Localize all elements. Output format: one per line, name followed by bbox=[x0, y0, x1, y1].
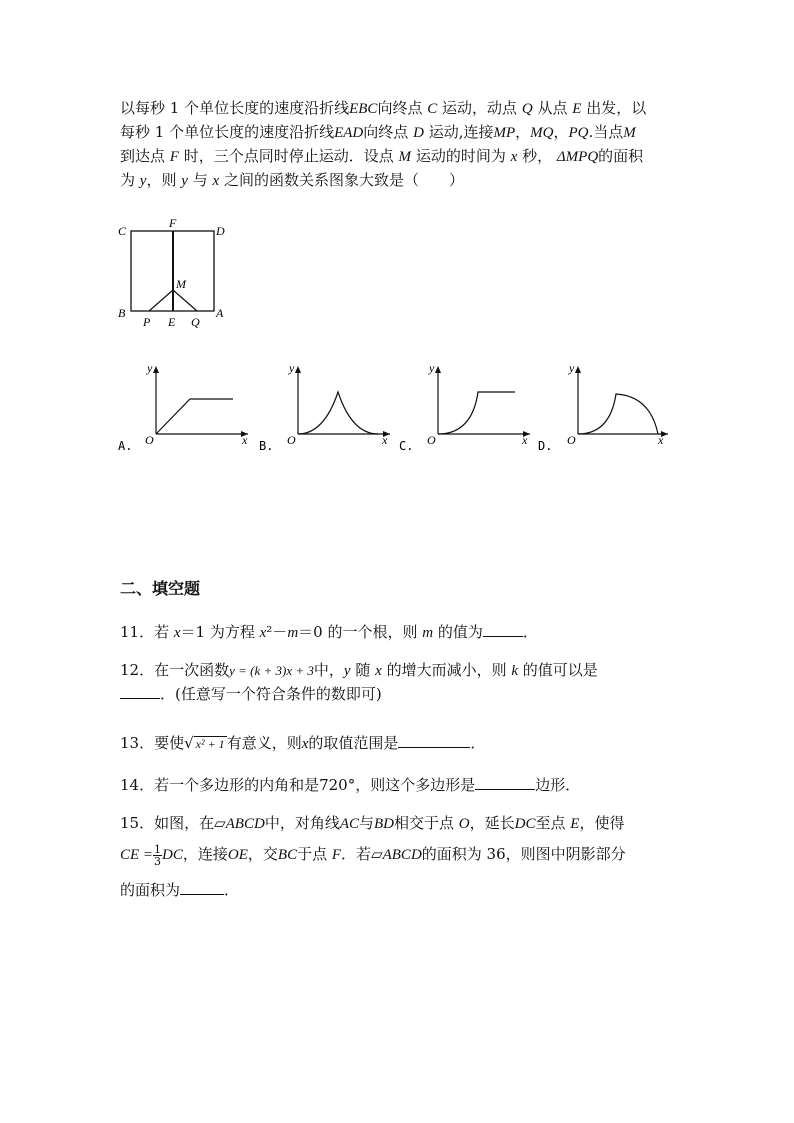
math-var: BD bbox=[374, 816, 395, 832]
text: 向终点 bbox=[363, 123, 409, 141]
math-var: MP bbox=[493, 125, 516, 141]
text: 与 bbox=[359, 814, 375, 832]
math-var: DC bbox=[514, 816, 536, 832]
text: 至点 bbox=[535, 814, 571, 832]
math-var: OE bbox=[227, 847, 248, 863]
angle-value: 720° bbox=[319, 776, 356, 794]
text: ， bbox=[553, 123, 569, 141]
arrow-icon bbox=[435, 366, 441, 373]
text: 的面积为 36，则图中阴影部分 bbox=[421, 845, 626, 863]
question-15-line-2 bbox=[120, 843, 680, 867]
option-b-graph bbox=[259, 361, 390, 453]
text: 中，对角线 bbox=[264, 814, 340, 832]
denominator: 3 bbox=[154, 854, 162, 868]
y-label: y bbox=[147, 361, 153, 375]
text: ，使得 bbox=[579, 814, 625, 832]
y-label: y bbox=[569, 361, 575, 375]
math-var: M bbox=[398, 149, 412, 165]
text: 每秒 1 个单位长度的速度沿折线 bbox=[120, 123, 335, 141]
question-12-line-2 bbox=[120, 683, 680, 706]
text: 时，三个点同时停止运动．设点 bbox=[183, 147, 394, 165]
text: 边形． bbox=[535, 776, 581, 794]
answer-blank[interactable] bbox=[398, 733, 470, 748]
segment-mp bbox=[149, 290, 173, 311]
math-var: y bbox=[343, 663, 351, 679]
text: ． bbox=[522, 623, 538, 641]
problem-10-line-2 bbox=[120, 121, 680, 145]
geometry-figure bbox=[112, 212, 232, 334]
text: ．(任意写一个符合条件的数即可) bbox=[160, 685, 382, 703]
label-c: C bbox=[118, 224, 127, 238]
x-label: x bbox=[242, 433, 248, 447]
question-14 bbox=[120, 774, 680, 797]
math-var: F bbox=[169, 149, 179, 165]
math-var: x bbox=[212, 173, 220, 189]
answer-blank[interactable] bbox=[475, 775, 535, 790]
option-letter: D. bbox=[538, 439, 553, 453]
text: ，则这个多边形是 bbox=[355, 776, 476, 794]
text: 与 bbox=[192, 171, 208, 189]
math-var: MQ bbox=[530, 125, 554, 141]
option-a-graph bbox=[118, 361, 248, 453]
text: ． bbox=[470, 734, 486, 752]
option-c-graph bbox=[399, 361, 530, 453]
math-var: CE = bbox=[120, 847, 154, 863]
math-var: ABCD bbox=[225, 816, 265, 832]
label-e: E bbox=[168, 315, 176, 329]
text: ，则 bbox=[146, 171, 177, 189]
text: 14．若一个多边形的内角和是 bbox=[120, 776, 320, 794]
math-var: x bbox=[259, 625, 267, 641]
text: 运动，动点 bbox=[442, 99, 518, 117]
answer-blank[interactable] bbox=[483, 622, 523, 637]
text: 到达点 bbox=[120, 147, 166, 165]
text: 从点 bbox=[537, 99, 568, 117]
text: 的值可以是 bbox=[518, 661, 598, 679]
text: 随 bbox=[350, 661, 376, 679]
x-label: x bbox=[522, 433, 528, 447]
text: ， bbox=[515, 123, 531, 141]
parallelogram-symbol: ▱ bbox=[371, 845, 383, 863]
text: 运动的时间为 bbox=[415, 147, 506, 165]
math-var: E bbox=[572, 101, 582, 117]
label-p: P bbox=[143, 315, 151, 329]
text: 12．在一次函数 bbox=[120, 661, 230, 679]
arrow-icon bbox=[153, 366, 159, 373]
text: 的增大而减小，则 bbox=[381, 661, 512, 679]
text: 于点 bbox=[297, 845, 332, 863]
option-d-graph bbox=[538, 361, 668, 453]
fraction bbox=[153, 844, 162, 867]
text: 13．要使 bbox=[120, 734, 185, 752]
option-letter: A. bbox=[118, 439, 133, 453]
function-curve bbox=[438, 392, 515, 434]
text: 的值为 bbox=[433, 623, 483, 641]
math-var: x bbox=[510, 149, 518, 165]
answer-blank[interactable] bbox=[120, 684, 160, 699]
math-var: AC bbox=[339, 816, 359, 832]
text: 为 bbox=[120, 171, 136, 189]
text: 相交于点 bbox=[394, 814, 459, 832]
text: 中， bbox=[313, 661, 344, 679]
math-var: x bbox=[173, 625, 181, 641]
text: ＝1 为方程 bbox=[180, 623, 260, 641]
math-var: y bbox=[181, 173, 188, 189]
origin-label: O bbox=[427, 433, 436, 447]
text: ，连接 bbox=[182, 845, 228, 863]
radical-sign: √ bbox=[184, 734, 194, 752]
answer-options bbox=[110, 358, 680, 458]
problem-10-line-1 bbox=[120, 97, 680, 121]
equation: y = (k + 3)x + 3 bbox=[229, 663, 314, 678]
math-var: PQ bbox=[568, 125, 589, 141]
math-var: EBC bbox=[349, 101, 378, 117]
math-var: D bbox=[413, 125, 424, 141]
math-var: k bbox=[511, 663, 519, 679]
problem-10-line-4 bbox=[120, 169, 680, 193]
origin-label: O bbox=[145, 433, 154, 447]
x-label: x bbox=[382, 433, 388, 447]
segment-mq bbox=[173, 290, 197, 311]
text: 秒， bbox=[522, 147, 553, 165]
text: ．若 bbox=[341, 845, 372, 863]
text: 运动,连接 bbox=[428, 123, 494, 141]
origin-label: O bbox=[567, 433, 576, 447]
math-var: Q bbox=[521, 101, 533, 117]
text: 以每秒 1 个单位长度的速度沿折线 bbox=[120, 99, 350, 117]
y-label: y bbox=[429, 361, 435, 375]
function-curve bbox=[156, 399, 233, 434]
math-var: E bbox=[570, 816, 580, 832]
text: ，交 bbox=[247, 845, 278, 863]
arrow-icon bbox=[575, 366, 581, 373]
math-var: M bbox=[623, 125, 636, 141]
y-label: y bbox=[289, 361, 295, 375]
text: ． bbox=[224, 881, 240, 899]
x-label: x bbox=[658, 433, 664, 447]
answer-blank[interactable] bbox=[180, 880, 224, 895]
text: 的面积为 bbox=[120, 881, 181, 899]
option-letter: C. bbox=[399, 439, 414, 453]
question-15-line-3 bbox=[120, 879, 680, 902]
problem-10-line-3 bbox=[120, 145, 680, 169]
numerator: 1 bbox=[154, 842, 162, 856]
text: 的面积 bbox=[598, 147, 644, 165]
text: 向终点 bbox=[377, 99, 423, 117]
text: 15．如图，在 bbox=[120, 814, 215, 832]
math-var: ABCD bbox=[382, 847, 422, 863]
math-var: O bbox=[458, 816, 470, 832]
label-d: D bbox=[216, 224, 225, 238]
option-letter: B. bbox=[259, 439, 274, 453]
text: 的取值范围是 bbox=[308, 734, 399, 752]
origin-label: O bbox=[287, 433, 296, 447]
label-b: B bbox=[118, 306, 126, 320]
text: .当点 bbox=[588, 123, 624, 141]
math-var: F bbox=[331, 847, 342, 863]
question-15-line-1 bbox=[120, 812, 680, 836]
math-var: C bbox=[427, 101, 438, 117]
section-title: 二、填空题 bbox=[120, 579, 201, 598]
function-curve bbox=[578, 394, 658, 434]
label-m: M bbox=[176, 277, 186, 291]
question-11 bbox=[120, 621, 680, 645]
parallelogram-symbol: ▱ bbox=[214, 814, 226, 832]
math-var: m bbox=[422, 625, 434, 641]
math-var: ΔMPQ bbox=[556, 149, 599, 165]
math-var: y bbox=[139, 173, 147, 189]
text: 11．若 bbox=[120, 623, 174, 641]
text: 有意义，则 bbox=[226, 734, 302, 752]
text: ²－ bbox=[266, 623, 288, 641]
math-var: x bbox=[375, 663, 382, 679]
math-var: DC bbox=[162, 847, 183, 863]
text: ＝0 的一个根，则 bbox=[298, 623, 423, 641]
math-var: BC bbox=[277, 847, 298, 863]
label-a: A bbox=[216, 306, 224, 320]
text: 出发，以 bbox=[586, 99, 647, 117]
label-q: Q bbox=[191, 315, 200, 329]
radicand: x² + 1 bbox=[195, 737, 225, 751]
math-var: x bbox=[301, 736, 309, 752]
math-var: m bbox=[287, 625, 299, 641]
question-13 bbox=[120, 732, 680, 756]
text: 之间的函数关系图象大致是（ ） bbox=[223, 171, 464, 189]
question-12-line-1 bbox=[120, 659, 680, 683]
arrow-icon bbox=[295, 366, 301, 373]
label-f: F bbox=[169, 216, 177, 230]
function-curve bbox=[298, 392, 378, 434]
text: ，延长 bbox=[469, 814, 515, 832]
math-var: EAD bbox=[334, 125, 364, 141]
